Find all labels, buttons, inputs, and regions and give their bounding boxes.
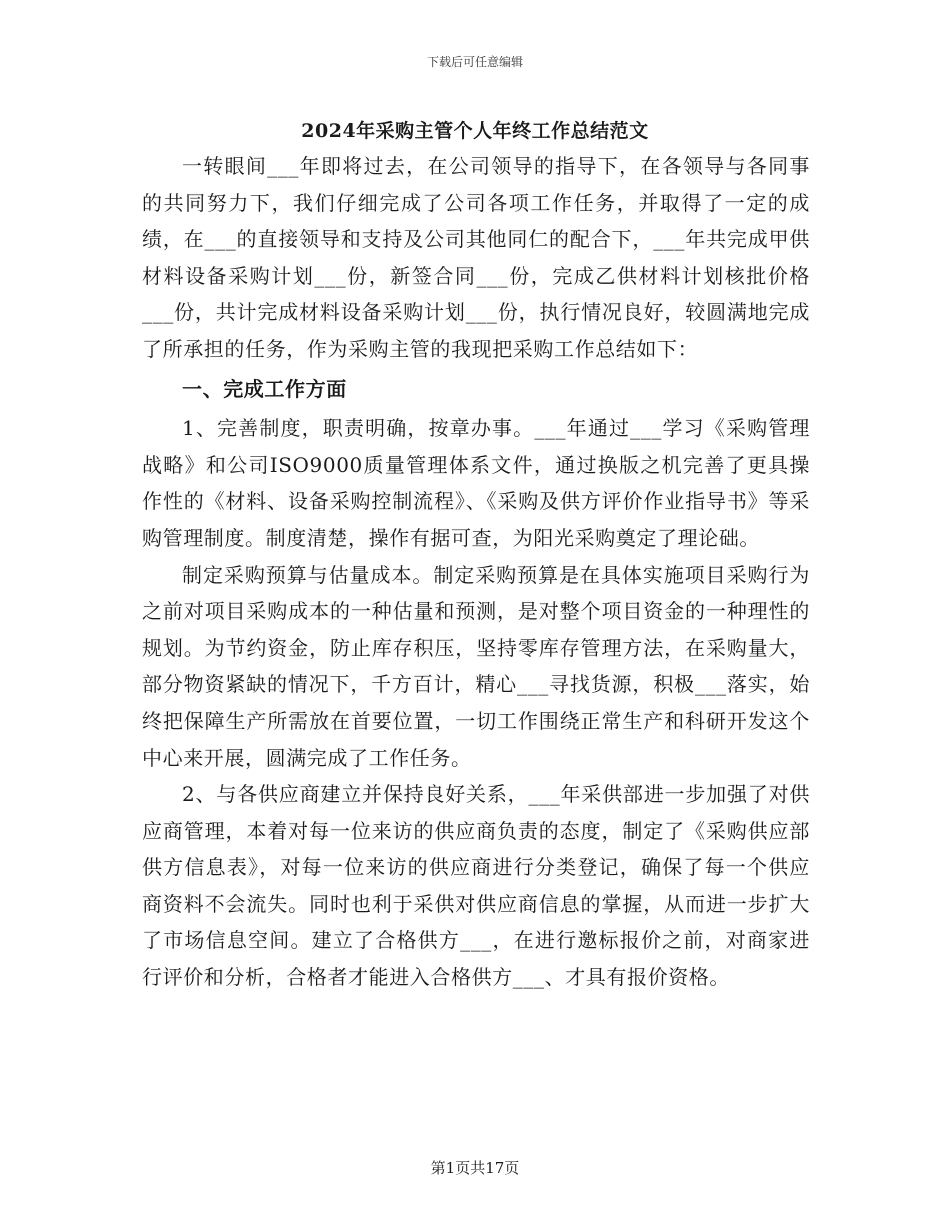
document-title: 2024年采购主管个人年终工作总结范文 [301,120,649,142]
body-paragraph: 制定采购预算与估量成本。制定采购预算是在具体实施项目采购行为之前对项目采购成本的一种估量和预测，是对整个项目资金的一种理性的规划。为节约资金，防止库存积压，坚持零库存管理方法，在采购量大，部分物资紧缺的情况下，千方百计，精心___寻找货源，积极___落实，始终把保障生产所需放在首要位置，一切工作围绕正常生产和科研开发这个中心来开展，圆满完成了工作任务。 [142,562,810,770]
body-paragraph: 2、与各供应商建立并保持良好关系，___年采供部进一步加强了对供应商管理，本着对每一位来访的供应商负责的态度，制定了《采购供应部供方信息表》，对每一位来访的供应商进行分类登记，确保了每一个供应商资料不会流失。同时也利于采供对供应商信息的掌握，从而进一步扩大了市场信息空间。建立了合格供方___，在进行邀标报价之前，对商家进行评价和分析，合格者才能进入合格供方___、才具有报价资格。 [142,782,810,990]
intro-paragraph: 一转眼间___年即将过去，在公司领导的指导下，在各领导与各同事的共同努力下，我们仔细完成了公司各项工作任务，并取得了一定的成绩，在___的直接领导和支持及公司其他同仁的配合下，___年共完成甲供材料设备采购计划___份，新签合同___份，完成乙供材料计划核批价格___份，共计完成材料设备采购计划___份，执行情况良好，较圆满地完成了所承担的任务，作为采购主管的我现把采购工作总结如下： [142,154,810,361]
body-paragraph: 1、完善制度，职责明确，按章办事。___年通过___学习《采购管理战略》和公司ISO9000质量管理体系文件，通过换版之机完善了更具操作性的《材料、设备采购控制流程》、《采购及供方评价作业指导书》等采购管理制度。制度清楚，操作有据可查，为阳光采购奠定了理论础。 [142,416,810,550]
page-number: 第1页共17页 [430,1159,520,1177]
page-header-note: 下载后可任意编辑 [426,55,523,69]
section-heading: 一、完成工作方面 [182,376,347,401]
document-body [142,148,810,996]
